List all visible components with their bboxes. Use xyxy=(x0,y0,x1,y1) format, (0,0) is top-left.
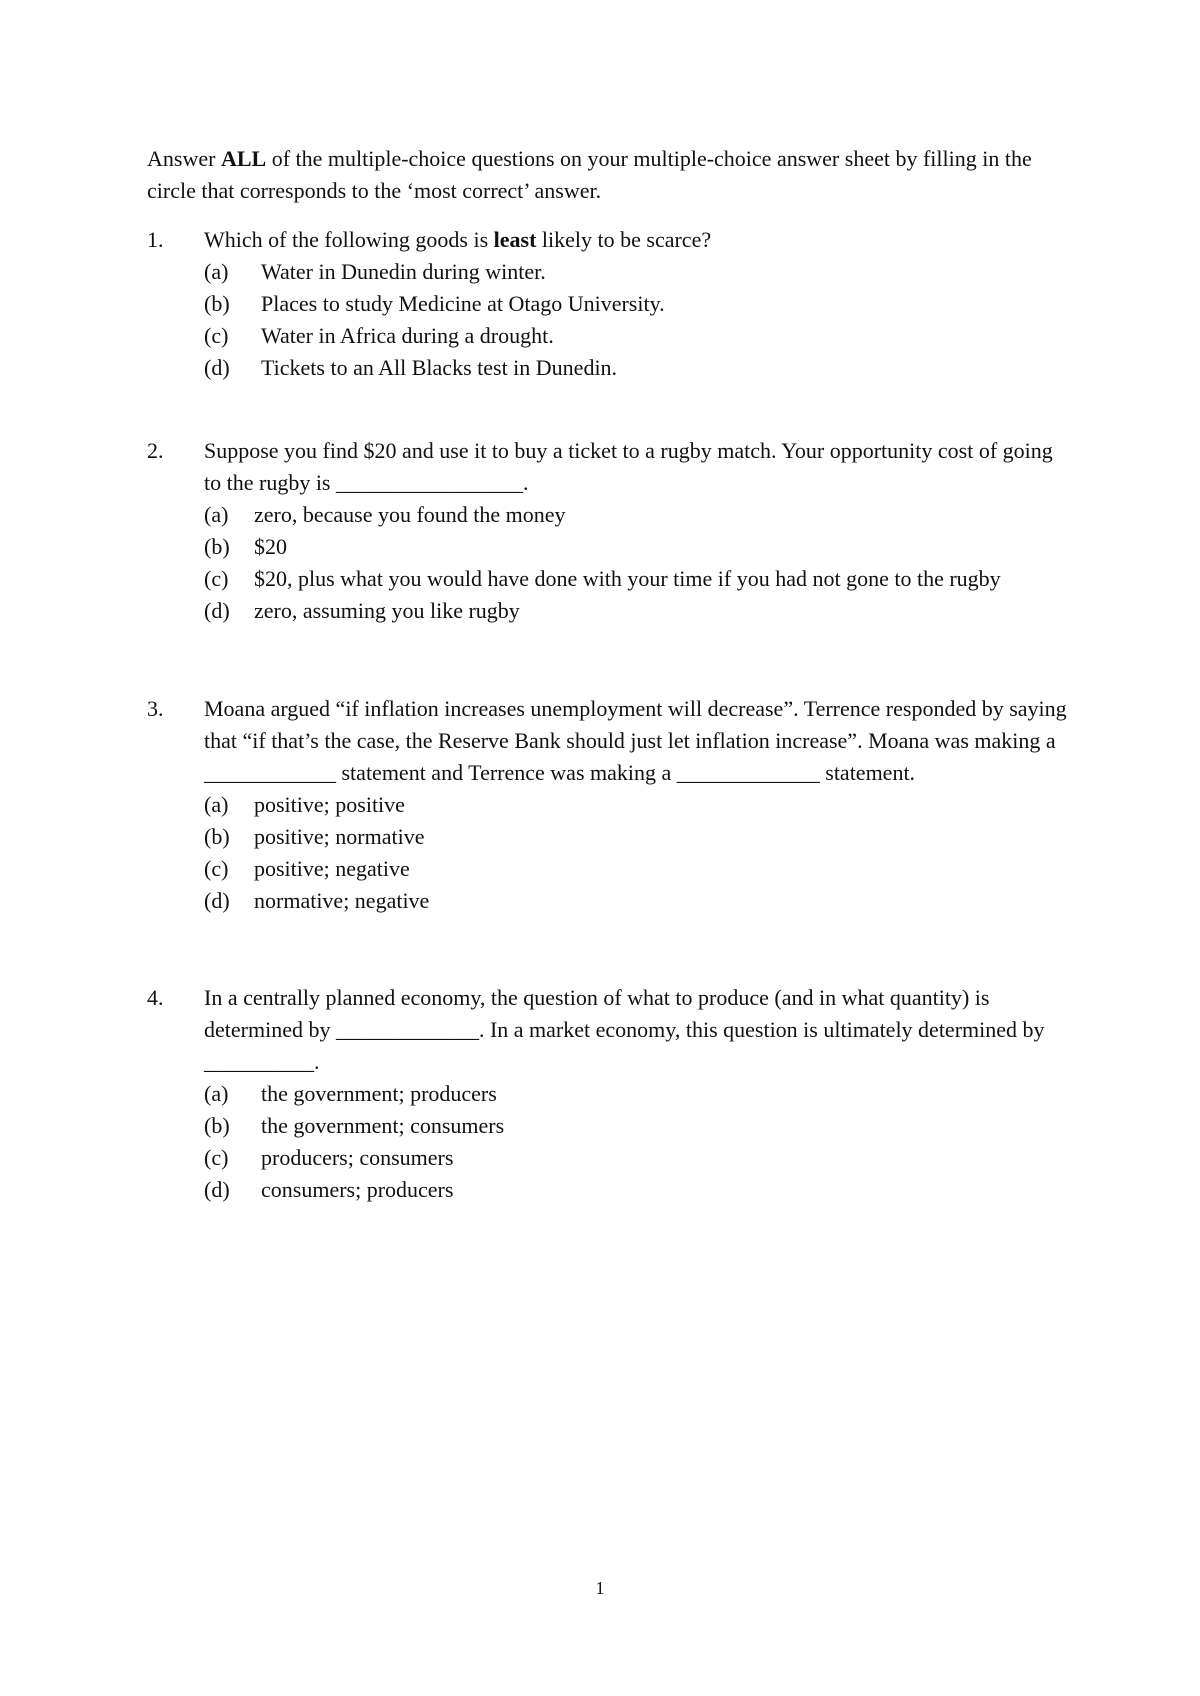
option-text: Water in Dunedin during winter. xyxy=(261,259,546,284)
question-number: 2. xyxy=(147,438,164,463)
answer-option-b xyxy=(204,1110,1067,1142)
question-stem: Moana argued “if inflation increases unemployment will decrease”. Terrence responded by saying that “if that’s the case, the Reserve Bank should just let inflation increase”. Moana was making a ____________ statement and Terrence was making a _____________ statement. xyxy=(204,696,1067,785)
answer-option-c xyxy=(204,1142,1067,1174)
option-text: normative; negative xyxy=(254,888,430,913)
option-text: positive; positive xyxy=(254,792,405,817)
answer-option-b xyxy=(204,288,1067,320)
option-label: (c) xyxy=(204,323,229,348)
question-2 xyxy=(147,435,1067,627)
question-3 xyxy=(147,693,1067,917)
question-stem-text: likely to be scarce? xyxy=(536,227,712,252)
option-label: (d) xyxy=(204,888,230,913)
option-label: (b) xyxy=(204,824,230,849)
question-number: 1. xyxy=(147,227,164,252)
answer-option-a xyxy=(204,256,1067,288)
answer-option-d xyxy=(204,352,1067,384)
option-label: (b) xyxy=(204,1113,230,1138)
answer-option-d xyxy=(204,1174,1067,1206)
answer-option-d xyxy=(204,595,1067,627)
instructions-paragraph xyxy=(147,143,1067,207)
question-stem-text: Which of the following goods is xyxy=(204,227,494,252)
option-label: (a) xyxy=(204,1081,229,1106)
option-text: Tickets to an All Blacks test in Dunedin. xyxy=(261,355,618,380)
question-stem: Suppose you find $20 and use it to buy a ticket to a rugby match. Your opportunity cost of going to the rugby is _________________. xyxy=(204,438,1053,495)
question-stem-emphasis: least xyxy=(493,227,537,252)
question-stem xyxy=(204,224,1067,256)
option-label: (c) xyxy=(204,566,229,591)
option-label: (d) xyxy=(204,598,230,623)
option-label: (c) xyxy=(204,1145,229,1170)
answer-option-b xyxy=(204,531,1067,563)
option-text: $20 xyxy=(254,534,287,559)
answer-option-a xyxy=(204,499,1067,531)
option-label: (d) xyxy=(204,355,230,380)
option-text: consumers; producers xyxy=(261,1177,454,1202)
option-label: (c) xyxy=(204,856,229,881)
option-label: (a) xyxy=(204,259,229,284)
option-text: positive; normative xyxy=(254,824,425,849)
answer-option-b xyxy=(204,821,1067,853)
instructions-text-end: of the multiple-choice questions on your multiple-choice answer sheet by filling in the circle that corresponds to the ‘most correct’ answer. xyxy=(147,146,1032,203)
instructions-text-start: Answer xyxy=(147,146,221,171)
question-number: 4. xyxy=(147,985,164,1010)
instructions-emphasis: ALL xyxy=(220,146,267,171)
option-label: (b) xyxy=(204,291,230,316)
option-label: (a) xyxy=(204,502,229,527)
answer-option-d xyxy=(204,885,1067,917)
option-text: producers; consumers xyxy=(261,1145,454,1170)
option-text: zero, assuming you like rugby xyxy=(254,598,520,623)
page-number: 1 xyxy=(595,1578,605,1598)
option-text: the government; consumers xyxy=(261,1113,505,1138)
question-4 xyxy=(147,982,1067,1206)
option-text: positive; negative xyxy=(254,856,410,881)
question-stem: In a centrally planned economy, the question of what to produce (and in what quantity) is determined by _____________. In a market economy, this question is ultimately determined by __________. xyxy=(204,985,1045,1074)
option-text: zero, because you found the money xyxy=(254,502,566,527)
option-text: Water in Africa during a drought. xyxy=(261,323,554,348)
answer-option-c xyxy=(204,853,1067,885)
answer-option-a xyxy=(204,789,1067,821)
answer-option-c xyxy=(204,563,1067,595)
answer-option-a xyxy=(204,1078,1067,1110)
option-text: Places to study Medicine at Otago University. xyxy=(261,291,665,316)
option-label: (d) xyxy=(204,1177,230,1202)
option-label: (b) xyxy=(204,534,230,559)
answer-option-c xyxy=(204,320,1067,352)
question-1 xyxy=(147,224,1067,384)
option-text: $20, plus what you would have done with your time if you had not gone to the rugby xyxy=(254,566,1001,591)
option-label: (a) xyxy=(204,792,229,817)
option-text: the government; producers xyxy=(261,1081,497,1106)
question-number: 3. xyxy=(147,696,164,721)
